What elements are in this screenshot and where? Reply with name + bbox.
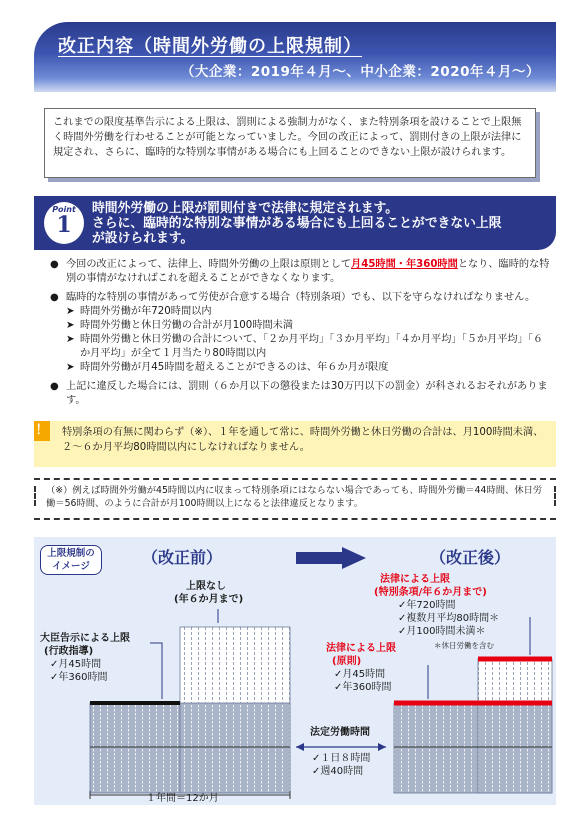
image-label-line-1: 上限規制の [47,548,95,559]
legal-special-item-1: ✓年720時間 [398,600,456,611]
regulation-diagram [34,537,556,805]
arrow-right-icon: ➤ [66,334,75,345]
arrow-right-icon: ➤ [66,320,75,331]
minister-item-1: ✓月45時間 [50,659,102,670]
image-label-line-2: イメージ [52,561,90,572]
bullet-dot-icon: ● [50,259,59,270]
after-heading: （改正後） [430,548,511,567]
intro-box: これまでの限度基準告示による上限は、罰則による強制力がなく、また特別条項を設けることで上限無く時間外労働を行わせることが可能となっていました。今回の改正によって、罰則付きの上限が法律に規定され、さらに、臨時的な特別な事情がある場合にも上回ることのできない上限が設けられます。 [44,108,536,178]
statutory-item-1: ✓１日８時間 [312,753,371,764]
year-label: １年間＝12か月 [146,793,219,804]
exclamation-icon: ！ [34,421,50,441]
warning-box [34,421,556,467]
bullet-2-text: 臨時的な特別の事情があって労使が合意する場合（特別条項）でも、以下を守らなければなりません。 [66,292,536,303]
legal-special-sub: (特別条項/年６か月まで) [374,587,487,598]
legal-principle-item-2: ✓年360時間 [334,682,392,693]
bullet-3-text: 上記に違反した場合には、罰則（６か月以下の懲役または30万円以下の罰金）が科されるおそれがあります。 [66,381,548,406]
page-header [34,22,556,92]
page-subtitle: （大企業：2019年４月～、中小企業：2020年４月～） [180,64,540,80]
note-right-border [554,486,556,506]
bullet-item-1 [50,258,550,286]
point-banner [34,196,556,250]
point-line-1: 時間外労働の上限が罰則付きで法律に規定されます。 [92,201,399,216]
note-left-border [34,486,36,506]
minister-item-2: ✓年360時間 [50,672,108,683]
bullet-1-pre: 今回の改正によって、法律上、時間外労働の上限は原則として [66,259,352,270]
minister-label: 大臣告示による上限 [40,633,130,644]
bullet-1-post: となり、臨時的な特別の事情がなければこれを超えることができなくなります。 [66,259,550,284]
before-base-bar-2 [180,703,290,793]
point-word: Point [52,205,76,214]
note-text: （※）例えば時間外労働が45時間以内に収まって特別条項にはならない場合であっても、時間外労働＝44時間、休日労働＝56時間、のように合計が月100時間以上になると法律違反となります。 [46,485,543,509]
bullet-1-highlight: 月45時間・年360時間 [351,259,458,270]
no-limit-label: 上限なし [186,581,226,592]
legal-special-note: ＊休日労働を含む [434,641,494,650]
legal-special-item-3: ✓月100時間未満＊ [398,626,486,637]
legal-principle-sub: (原則) [332,656,362,667]
legal-special-item-2: ✓複数月平均80時間＊ [398,613,500,624]
bullet-item-3 [50,380,550,408]
legal-principle-label: 法律による上限 [326,643,396,654]
sub-item-4 [66,361,550,375]
legal-principle-item-1: ✓月45時間 [334,669,386,680]
sub-item-text: 時間外労働が月45時間を超えることができるのは、年６か月が限度 [80,362,389,373]
arrow-right-icon: ➤ [66,306,75,317]
minister-leader [150,643,162,699]
bullet-dot-icon: ● [50,292,59,303]
sub-item-2 [66,319,550,333]
bullet-dot-icon: ● [50,381,59,392]
after-base-bar-2 [478,703,552,793]
legal-special-label: 法律による上限 [380,574,450,585]
sub-item-text: 時間外労働が年720時間以内 [80,306,212,317]
sub-item-text: 時間外労働と休日労働の合計について、「２か月平均」「３か月平均」「４か月平均」「５か月平均」「６か月平均」が全て１月当たり80時間以内 [80,334,544,359]
after-base-bar [394,703,478,793]
diagram-graphics [34,537,556,805]
no-limit-sub: (年６か月まで) [174,594,244,605]
sub-item-text: 時間外労働と休日労働の合計が月100時間未満 [80,320,294,331]
bullet-list [50,258,550,413]
arrow-right-icon: ➤ [66,362,75,373]
bullet-item-2 [50,291,550,375]
statutory-item-2: ✓週40時間 [312,766,364,777]
page-title: 改正内容（時間外労働の上限規制） [58,36,362,57]
statutory-arrow [296,743,386,751]
point-line-2: さらに、臨時的な特別な事情がある場合にも上回ることができない上限 [92,216,502,231]
point-number: 1 [56,212,72,238]
note-box [34,478,556,520]
minister-sub: (行政指導) [44,646,94,657]
warning-text: 特別条項の有無に関わらず（※）、１年を通して常に、時間外労働と休日労働の合計は、月100時間未満、２～６か月平均80時間以内にしなければなりません。 [62,427,544,453]
sub-item-1 [66,305,550,319]
statutory-label: 法定労働時間 [310,727,370,738]
point-heading [92,201,502,246]
point-badge [44,202,84,244]
before-heading: （改正前） [142,548,223,567]
sub-item-3 [66,333,550,361]
before-base-bar [90,703,180,793]
point-line-3: が設けられます。 [92,231,194,246]
